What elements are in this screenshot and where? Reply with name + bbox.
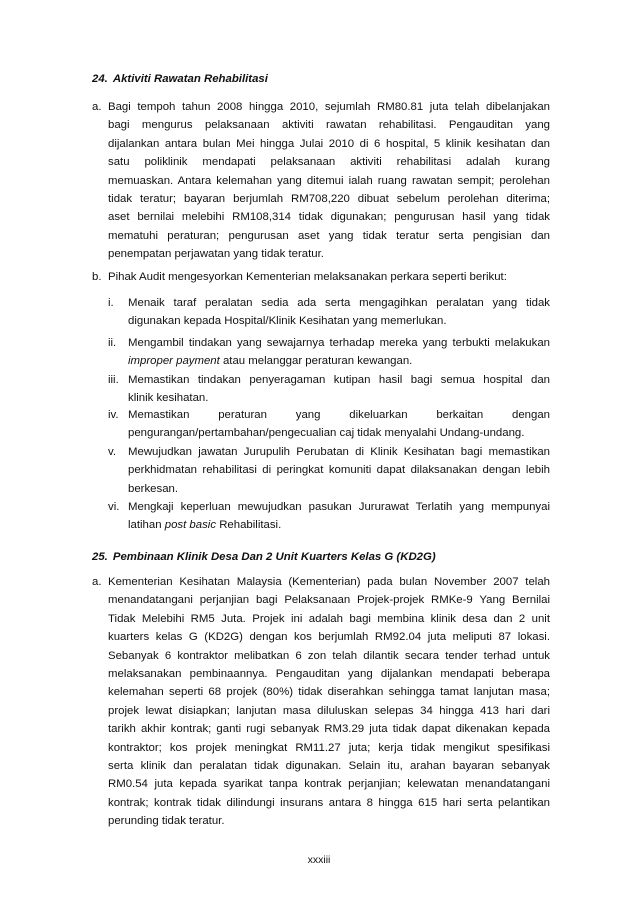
section-24-paragraph-a xyxy=(92,98,550,264)
text-line: melaksanakan pembinaannya. Pengauditan yang dijalankan mendapati beberapa xyxy=(108,667,550,680)
text-line: Kementerian Kesihatan Malaysia (Kementerian) pada bulan November 2007 telah xyxy=(108,576,550,588)
section-24-heading xyxy=(92,72,268,86)
section-25-heading xyxy=(92,550,436,564)
recommendation-item-i xyxy=(108,294,550,331)
text-line: kelemahan seperti 68 projek (80%) tidak diserahkan sehingga tamat lanjutan masa; xyxy=(108,686,550,699)
paragraph-label: a. xyxy=(92,101,102,113)
item-text xyxy=(128,371,550,408)
section-24-paragraph-b xyxy=(92,268,550,286)
text-line: satu poliklinik mendapati pelaksanaan aktiviti rehabilitasi adalah kurang xyxy=(108,156,550,169)
section-25-title: Pembinaan Klinik Desa Dan 2 Unit Kuarters Kelas G (KD2G) xyxy=(112,551,436,563)
text-line: Tidak Melebihi RM5 Juta. Projek ini adalah bagi membina klinik desa dan 2 unit xyxy=(108,612,550,625)
recommendation-item-iv xyxy=(108,406,550,443)
text-segment: atau melanggar peraturan kewangan. xyxy=(219,355,413,368)
text-segment: latihan xyxy=(128,519,165,532)
item-text xyxy=(128,334,550,371)
item-label: i. xyxy=(108,297,114,309)
text-line xyxy=(128,516,550,534)
item-label: v. xyxy=(108,446,117,458)
text-line: projek lewat disiapkan; lanjutan masa diluluskan selepas 34 hingga 413 hari dari xyxy=(108,704,550,717)
text-line: digunakan kepada Hospital/Klinik Kesihatan yang memerlukan. xyxy=(128,315,447,328)
item-text xyxy=(128,443,550,498)
text-line: dijalankan antara bulan Mei hingga Julai 2010 di 6 hospital, 5 klinik kesihatan dan xyxy=(108,137,550,150)
item-label: iii. xyxy=(108,374,119,386)
text-line: kontrak; kontrak tidak dilindungi insurans antara 8 hingga 615 hari serta pelantikan xyxy=(108,796,550,809)
item-label: vi. xyxy=(108,501,120,513)
text-line: Bagi tempoh tahun 2008 hingga 2010, sejumlah RM80.81 juta telah dibelanjakan xyxy=(108,101,550,113)
text-line: penempatan perjawatan yang tidak teratur. xyxy=(108,248,324,261)
text-line: Sebanyak 6 kontraktor melibatkan 6 zon telah dilantik secara tender terhad untuk xyxy=(108,649,550,662)
section-24-number: 24. xyxy=(92,73,108,85)
text-line: Memastikan tindakan penyeragaman kutipan hasil bagi semua hospital dan xyxy=(128,374,550,386)
page-number: xxxiii xyxy=(307,854,331,866)
paragraph-label: b. xyxy=(92,271,102,283)
text-line: Memastikan peraturan yang dikeluarkan berkaitan dengan xyxy=(128,409,550,421)
paragraph-label: a. xyxy=(92,576,102,588)
text-line: pengurangan/pertambahan/pengecualian caj tidak menyalahi Undang-undang. xyxy=(128,427,525,440)
item-text xyxy=(128,294,550,331)
item-label: ii. xyxy=(108,337,117,349)
text-line: berkesan. xyxy=(128,482,179,495)
recommendation-item-ii xyxy=(108,334,550,371)
section-24-title: Aktiviti Rawatan Rehabilitasi xyxy=(112,73,268,85)
section-25-paragraph-a xyxy=(92,573,550,830)
text-line: Mewujudkan jawatan Jurupulih Perubatan di Klinik Kesihatan bagi memastikan xyxy=(128,446,550,458)
text-line: memuaskan. Antara kelemahan yang ditemui ialah ruang rawatan sempit; perolehan xyxy=(108,174,550,187)
recommendation-item-v xyxy=(108,443,550,498)
text-line xyxy=(128,352,550,370)
text-line: tidak teratur; bayaran berjumlah RM708,220 dibuat sebelum perolehan diterima; xyxy=(108,192,550,205)
text-line: mematuhi peraturan; pengurusan aset yang tidak teratur serta pengisian dan xyxy=(108,229,550,242)
item-text xyxy=(128,406,550,443)
text-line: RM0.54 juta kepada syarikat tanpa kontrak perjanjian; kelewatan menandatangani xyxy=(108,778,550,791)
text-line: Mengkaji keperluan mewujudkan pasukan Jururawat Terlatih yang mempunyai xyxy=(128,501,550,513)
recommendation-item-iii xyxy=(108,371,550,408)
recommendation-intro: Pihak Audit mengesyorkan Kementerian melaksanakan perkara seperti berikut: xyxy=(108,271,507,283)
recommendation-item-vi xyxy=(108,498,550,535)
emphasis-text: post basic xyxy=(164,519,217,532)
paragraph-text xyxy=(108,573,550,830)
text-line: perunding tidak teratur. xyxy=(108,815,225,828)
text-line: aset bernilai melebihi RM108,314 tidak digunakan; pengurusan hasil yang tidak xyxy=(108,211,550,224)
paragraph-text xyxy=(108,98,550,264)
text-line: Mengambil tindakan yang sewajarnya terhadap mereka yang terbukti melakukan xyxy=(128,337,550,349)
text-line: klinik kesihatan. xyxy=(128,392,209,405)
text-segment: Rehabilitasi. xyxy=(216,519,282,532)
text-line: perkhidmatan rehabilitasi di peringkat komuniti dapat dilaksanakan dengan lebih xyxy=(128,464,550,477)
text-line: kontraktor; kos projek meningkat RM11.27 juta; kerja tidak mengikut spesifikasi xyxy=(108,741,550,754)
text-line: Menaik taraf peralatan sedia ada serta mengagihkan peralatan yang tidak xyxy=(128,297,550,309)
text-line: serta klinik dan peralatan tidak digunakan. Selain itu, arahan bayaran sebanyak xyxy=(108,759,550,772)
text-line: bagi mengurus pelaksanaan aktiviti rawatan rehabilitasi. Pengauditan yang xyxy=(108,119,550,132)
section-25-number: 25. xyxy=(92,551,108,563)
emphasis-text: improper payment xyxy=(128,355,220,368)
text-line: menandatangani perjanjian bagi Pelaksanaan Projek-projek RMKe-9 Yang Bernilai xyxy=(108,594,550,607)
text-line: kuarters kelas G (KD2G) dengan kos berjumlah RM92.04 juta meliputi 87 lokasi. xyxy=(108,631,550,644)
item-label: iv. xyxy=(108,409,119,421)
item-text xyxy=(128,498,550,535)
text-line: tarikh akhir kontrak; ganti rugi sebanyak RM3.29 juta tidak dapat dikenakan kepada xyxy=(108,723,550,736)
